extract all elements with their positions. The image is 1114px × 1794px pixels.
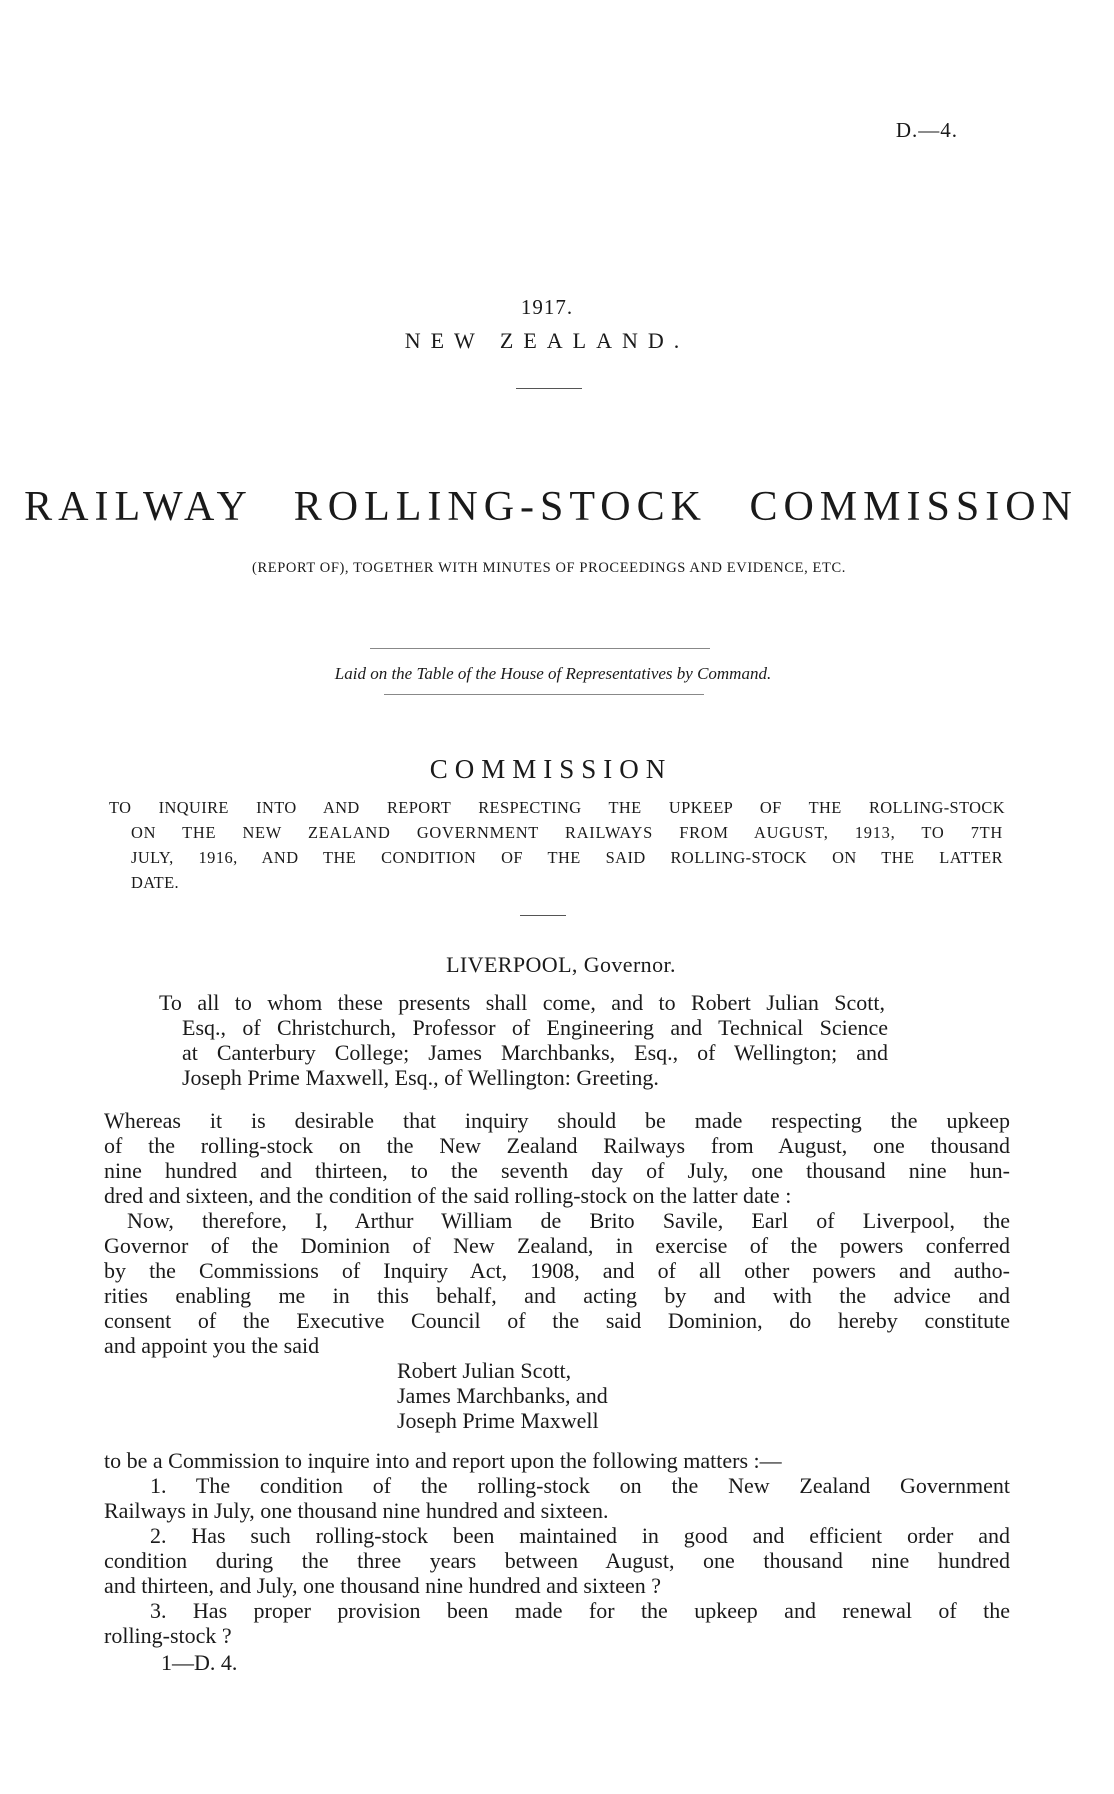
commissioner-name-1: Robert Julian Scott, bbox=[397, 1358, 572, 1383]
whereas-line-2: of the rolling-stock on the New Zealand Railways from August, one thousand bbox=[104, 1133, 1010, 1158]
matter-1-line-2: Railways in July, one thousand nine hundred and sixteen. bbox=[104, 1498, 609, 1523]
report-subtitle: (REPORT OF), TOGETHER WITH MINUTES OF PROCEEDINGS AND EVIDENCE, ETC. bbox=[252, 560, 846, 576]
commissioner-name-2: James Marchbanks, and bbox=[397, 1383, 608, 1408]
matter-3-line-1: 3. Has proper provision been made for the upkeep and renewal of the bbox=[150, 1598, 1010, 1623]
year: 1917. bbox=[520, 295, 574, 319]
now-line-6: and appoint you the said bbox=[104, 1333, 320, 1358]
report-title: RAILWAY ROLLING-STOCK COMMISSION bbox=[24, 484, 1078, 530]
governor-signature: LIVERPOOL, Governor. bbox=[446, 952, 676, 977]
now-line-2: Governor of the Dominion of New Zealand, in exercise of the powers conferred bbox=[104, 1233, 1010, 1258]
now-line-5: consent of the Executive Council of the said Dominion, do hereby constitute bbox=[104, 1308, 1010, 1333]
now-line-4: rities enabling me in this behalf, and acting by and with the advice and bbox=[104, 1283, 1010, 1308]
whereas-line-3: nine hundred and thirteen, to the seventh day of July, one thousand nine hun- bbox=[104, 1158, 1010, 1183]
commission-heading: COMMISSION bbox=[429, 754, 673, 784]
matter-2-line-1: 2. Has such rolling-stock been maintained in good and efficient order and bbox=[150, 1523, 1010, 1548]
commission-desc-line-2: ON THE NEW ZEALAND GOVERNMENT RAILWAYS FROM AUGUST, 1913, TO 7TH bbox=[131, 823, 1003, 842]
country: NEW ZEALAND. bbox=[404, 328, 690, 353]
now-line-1: Now, therefore, I, Arthur William de Brito Savile, Earl of Liverpool, the bbox=[127, 1208, 1010, 1233]
whereas-line-4: dred and sixteen, and the condition of the said rolling-stock on the latter date : bbox=[104, 1183, 792, 1208]
matter-2-line-2: condition during the three years between August, one thousand nine hundred bbox=[104, 1548, 1010, 1573]
page-reference: D.—4. bbox=[895, 118, 958, 142]
rule-under-commission bbox=[520, 915, 566, 916]
whereas-line-1: Whereas it is desirable that inquiry should be made respecting the upkeep bbox=[104, 1108, 1010, 1133]
address-line-3: at Canterbury College; James Marchbanks, Esq., of Wellington; and bbox=[182, 1040, 888, 1065]
commissioner-name-3: Joseph Prime Maxwell bbox=[397, 1408, 599, 1433]
matter-3-line-2: rolling-stock ? bbox=[104, 1623, 232, 1648]
matter-1-line-1: 1. The condition of the rolling-stock on the New Zealand Government bbox=[150, 1473, 1010, 1498]
matter-2-line-3: and thirteen, and July, one thousand nine hundred and sixteen ? bbox=[104, 1573, 661, 1598]
commission-desc-line-4: DATE. bbox=[131, 873, 179, 892]
address-line-4: Joseph Prime Maxwell, Esq., of Wellington: Greeting. bbox=[182, 1065, 659, 1090]
rule-above-laid bbox=[370, 648, 710, 649]
laid-on-table-note: Laid on the Table of the House of Representatives by Command. bbox=[334, 664, 772, 683]
footer-page-reference: 1—D. 4. bbox=[161, 1650, 238, 1675]
address-line-2: Esq., of Christchurch, Professor of Engineering and Technical Science bbox=[182, 1015, 888, 1040]
matters-intro: to be a Commission to inquire into and report upon the following matters :— bbox=[104, 1448, 782, 1473]
commission-desc-line-1: TO INQUIRE INTO AND REPORT RESPECTING THE UPKEEP OF THE ROLLING-STOCK bbox=[109, 798, 1005, 817]
commission-desc-line-3: JULY, 1916, AND THE CONDITION OF THE SAID ROLLING-STOCK ON THE LATTER bbox=[131, 848, 1003, 867]
rule-below-laid bbox=[384, 694, 704, 695]
rule-under-country bbox=[516, 388, 582, 389]
now-line-3: by the Commissions of Inquiry Act, 1908, and of all other powers and autho- bbox=[104, 1258, 1010, 1283]
address-line-1: To all to whom these presents shall come, and to Robert Julian Scott, bbox=[159, 990, 885, 1015]
